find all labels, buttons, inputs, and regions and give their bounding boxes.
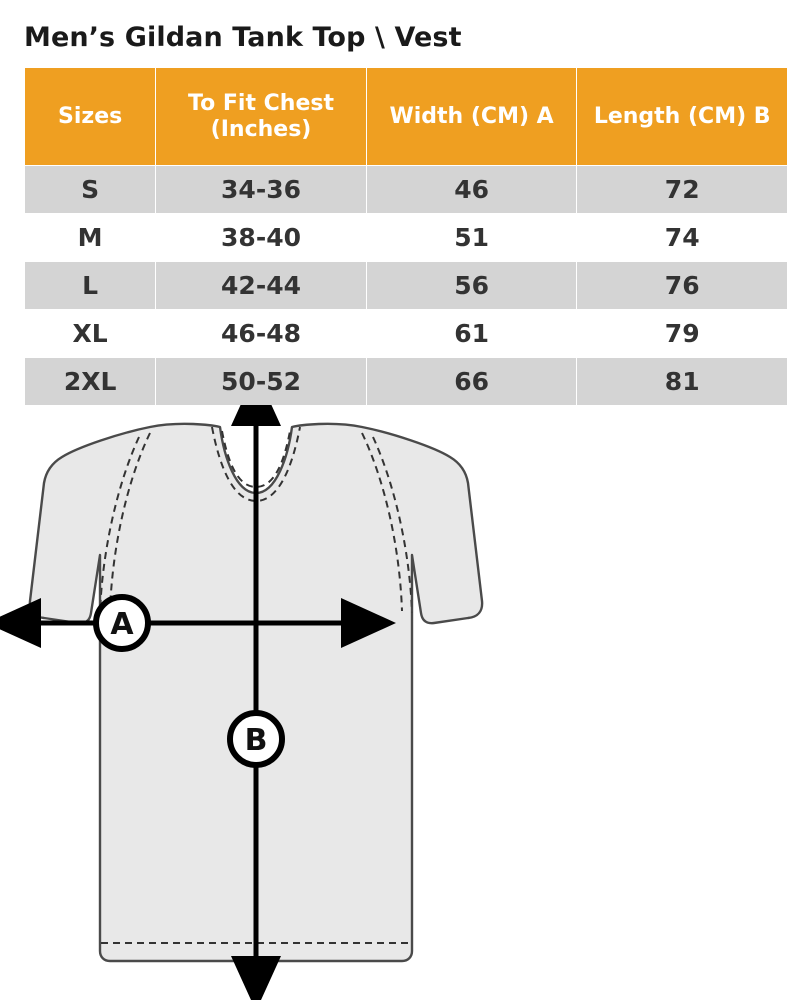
- column-header-length: Length (CM) B: [577, 68, 788, 166]
- cell-size: XL: [25, 310, 156, 358]
- size-chart-table: [24, 67, 788, 406]
- cell-size: S: [25, 166, 156, 214]
- cell-width: 56: [366, 262, 577, 310]
- table-row: [25, 166, 788, 214]
- table-header-row: [25, 68, 788, 166]
- cell-chest: 34-36: [156, 166, 367, 214]
- cell-length: 81: [577, 358, 788, 406]
- measurement-b-label: B: [244, 723, 268, 758]
- cell-width: 51: [366, 214, 577, 262]
- table-row: [25, 310, 788, 358]
- column-header-width: Width (CM) A: [366, 68, 577, 166]
- cell-width: 46: [366, 166, 577, 214]
- cell-length: 72: [577, 166, 788, 214]
- cell-size: 2XL: [25, 358, 156, 406]
- table-row: [25, 262, 788, 310]
- column-header-sizes: Sizes: [25, 68, 156, 166]
- column-header-chest: To Fit Chest (Inches): [156, 68, 367, 166]
- table-row: [25, 214, 788, 262]
- cell-width: 61: [366, 310, 577, 358]
- cell-length: 74: [577, 214, 788, 262]
- cell-width: 66: [366, 358, 577, 406]
- page-title: Men’s Gildan Tank Top \ Vest: [24, 22, 462, 53]
- table-header: [25, 68, 788, 166]
- measurement-a-label: A: [110, 607, 134, 642]
- cell-size: L: [25, 262, 156, 310]
- cell-size: M: [25, 214, 156, 262]
- cell-chest: 38-40: [156, 214, 367, 262]
- cell-chest: 42-44: [156, 262, 367, 310]
- cell-length: 76: [577, 262, 788, 310]
- cell-chest: 50-52: [156, 358, 367, 406]
- cell-chest: 46-48: [156, 310, 367, 358]
- cell-length: 79: [577, 310, 788, 358]
- table-body: [25, 166, 788, 406]
- table-row: [25, 358, 788, 406]
- tank-top-diagram: [0, 405, 812, 1000]
